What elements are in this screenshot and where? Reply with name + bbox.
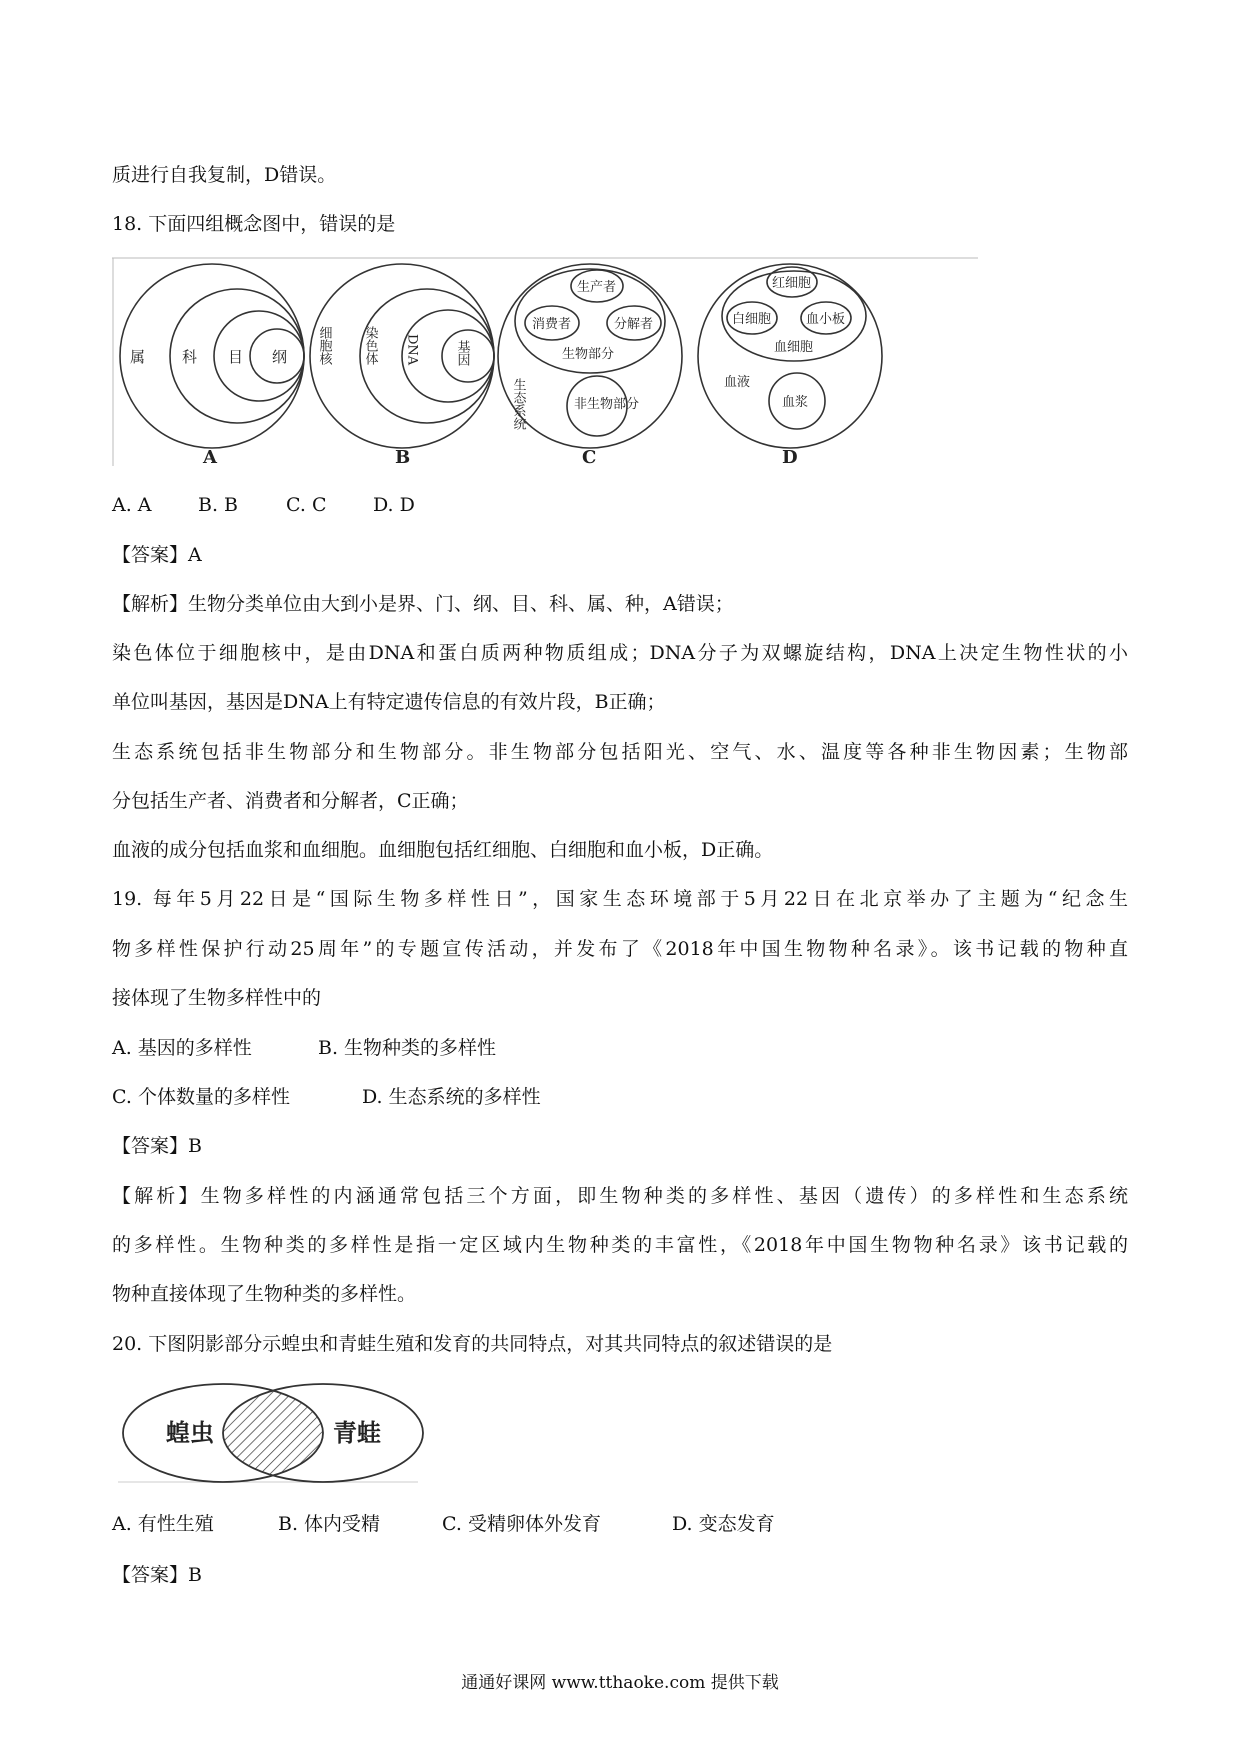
- b-label-4: 基因: [454, 340, 470, 366]
- q18-option-d: D. D: [373, 494, 415, 516]
- b-label-1: 细胞核: [316, 326, 332, 365]
- answer-20: 【答案】B: [112, 1564, 202, 1586]
- q20-option-b: B. 体内受精: [278, 1513, 381, 1535]
- a-caption: A: [203, 447, 217, 468]
- c-label-1: 生产者: [577, 280, 617, 295]
- d-label-6: 血浆: [782, 395, 809, 410]
- page-footer: 通通好课网 www.tthaoke.com 提供下载: [461, 1673, 779, 1693]
- explanation-19-line: 的多样性。生物种类的多样性是指一定区域内生物种类的丰富性，《2018年中国生物物种名录》该书记载的: [112, 1234, 1128, 1256]
- q20-option-c: C. 受精卵体外发育: [442, 1513, 601, 1535]
- explanation-19-line: 【解析】生物多样性的内涵通常包括三个方面，即生物种类的多样性、基因（遗传）的多样性和生态系统: [112, 1185, 1128, 1207]
- c-label-2: 消费者: [532, 317, 572, 332]
- c-label-6: 非生物部分: [574, 397, 640, 412]
- b-caption: B: [395, 447, 411, 468]
- c-label-4: 生物部分: [562, 347, 615, 362]
- a-label-4: 纲: [272, 348, 288, 366]
- question-20: 20. 下图阴影部分示蝗虫和青蛙生殖和发育的共同特点，对其共同特点的叙述错误的是: [112, 1333, 833, 1355]
- figure-20-venn: [118, 1378, 428, 1488]
- explanation-18-line: 分包括生产者、消费者和分解者，C正确；: [112, 790, 469, 812]
- q18-option-c: C. C: [286, 494, 327, 516]
- venn-right-label: 青蛙: [333, 1418, 381, 1447]
- q19-option-a: A. 基因的多样性: [112, 1037, 252, 1059]
- explanation-18-line: 【解析】生物分类单位由大到小是界、门、纲、目、科、属、种，A错误；: [112, 593, 734, 615]
- explanation-18-line: 生态系统包括非生物部分和生物部分。非生物部分包括阳光、空气、水、温度等各种非生物因素；生物部: [112, 741, 1128, 763]
- answer-19: 【答案】B: [112, 1135, 202, 1157]
- q19-option-d: D. 生态系统的多样性: [362, 1086, 541, 1108]
- question-19-line: 接体现了生物多样性中的: [112, 987, 322, 1009]
- d-label-4: 血细胞: [774, 340, 814, 355]
- c-label-5: 生态系统: [510, 378, 526, 430]
- question-19-line: 19. 每年5月22日是“国际生物多样性日”，国家生态环境部于5月22日在北京举办了主题为“纪念生: [112, 888, 1128, 910]
- question-19-line: 物多样性保护行动25周年”的专题宣传活动，并发布了《2018年中国生物物种名录》。该书记载的物种直: [112, 938, 1128, 960]
- q19-option-c: C. 个体数量的多样性: [112, 1086, 290, 1108]
- answer-18: 【答案】A: [112, 544, 202, 566]
- b-label-2: 染色体: [362, 326, 378, 365]
- d-label-2: 白细胞: [732, 312, 772, 327]
- venn-left-label: 蝗虫: [166, 1418, 214, 1447]
- q20-option-a: A. 有性生殖: [112, 1513, 214, 1535]
- question-18: 18. 下面四组概念图中，错误的是: [112, 213, 396, 235]
- q20-option-d: D. 变态发育: [672, 1513, 775, 1535]
- figure-18-concept-maps: [112, 256, 982, 476]
- a-label-2: 科: [182, 348, 198, 366]
- d-caption: D: [782, 447, 798, 468]
- d-label-3: 血小板: [806, 312, 846, 327]
- a-label-1: 属: [130, 348, 146, 366]
- c-caption: C: [582, 447, 597, 468]
- b-label-3: DNA: [404, 334, 420, 366]
- explanation-19-line: 物种直接体现了生物种类的多样性。: [112, 1283, 417, 1305]
- d-label-1: 红细胞: [772, 276, 812, 291]
- c-label-3: 分解者: [614, 317, 654, 332]
- d-label-5: 血液: [724, 375, 751, 390]
- text-line: 质进行自我复制，D错误。: [112, 164, 337, 186]
- q18-option-a: A. A: [112, 494, 152, 516]
- q18-option-b: B. B: [198, 494, 239, 516]
- q19-option-b: B. 生物种类的多样性: [318, 1037, 497, 1059]
- explanation-18-line: 血液的成分包括血浆和血细胞。血细胞包括红细胞、白细胞和血小板，D正确。: [112, 839, 774, 861]
- a-label-3: 目: [228, 348, 244, 366]
- explanation-18-line: 染色体位于细胞核中，是由DNA和蛋白质两种物质组成；DNA分子为双螺旋结构，DNA上决定生物性状的小: [112, 642, 1128, 664]
- explanation-18-line: 单位叫基因，基因是DNA上有特定遗传信息的有效片段，B正确；: [112, 691, 666, 713]
